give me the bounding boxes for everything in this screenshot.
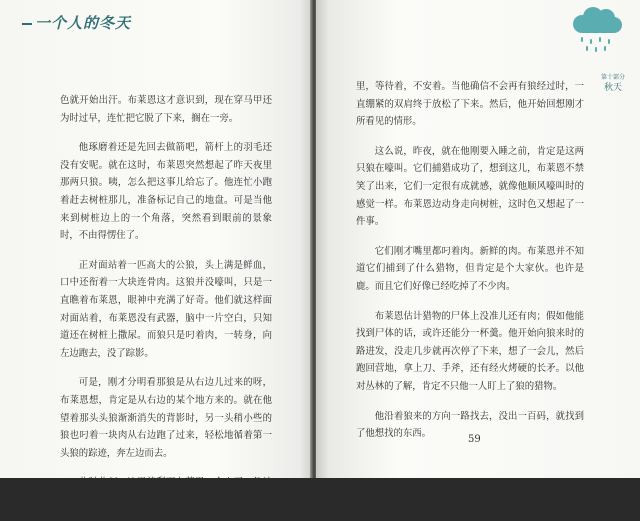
left-page (0, 0, 312, 506)
paragraph: 它们刚才嘴里都叼着肉。新鲜的肉。布莱恩并不知道它们捕到了什么猎物，但肯定是个大家伙。也许是鹿。而且它们好像已经吃掉了不少肉。 (356, 245, 584, 292)
section-label (598, 74, 628, 94)
page-number: 59 (468, 434, 481, 445)
section-part: 第十部分 (600, 74, 625, 81)
right-page-text (356, 78, 584, 455)
paragraph: 正对面站着一匹高大的公狼，头上满是鲜血，口中还衔着一大块连骨肉。这狼并没嚎叫，只是一直瞧着布莱恩，眼神中充满了好奇。他们就这样面对面站着，布莱恩没有武器，脑中一片空白，只知道还在树桩上撒尿。而狼只是叼着肉，一转身，向左边跑去，没了踪影。 (60, 259, 272, 359)
section-name: 秋天 (603, 83, 622, 93)
left-page-text (60, 92, 272, 521)
book-title-text: 一个人的冬天 (35, 14, 132, 32)
paragraph: 此时此刻，这里就剩下布莱恩一个人了。他站在那 (60, 477, 272, 506)
paragraph: 里，等待着，不安着。当他确信不会再有狼经过时，一直绷紧的双肩终于放松了下来。然后，他开始回想刚才所看见的情形。 (356, 81, 584, 128)
paragraph: 可是，刚才分明看那狼是从右边儿过来的呀，布莱恩想，肯定是从右边的某个地方来的。就在他望着那头头狼渐渐消失的背影时，另一头稍小些的狼也叼着一块肉从右边跑了过来，轻松地循着第一头狼的踪迹，奔左边而去。 (60, 377, 272, 459)
paragraph: 这么说，昨夜，就在他刚要入睡之前，肯定是这两只狼在嚎叫。它们捕猎成功了，想到这儿，布莱恩不禁笑了出来，它们一定很有成就感，就像他顺风嚎叫时的感觉一样。布莱恩边动身走向树桩，这时色又想起了一件事。 (356, 145, 584, 228)
title-dash (22, 23, 32, 25)
paragraph: 他沿着狼来的方向一路找去，没出一百码，就找到了他想找的东西。 (356, 410, 584, 440)
paragraph: 色就开始出汗。布莱恩这才意识到，现在穿马甲还为时过早，连忙把它脱了下来，搁在一旁。 (60, 95, 272, 124)
paragraph: 他琢磨着还是先回去做箭吧，箭杆上的羽毛还没有安呢。就在这时，布莱恩突然想起了昨天夜里那两只狼。咦，怎么把这事儿给忘了。他连忙小跑着赶去树桩那儿，准备标记自己的地盘。可是当他来到树桩边上的一个角落，突然看到眼前的景象时，不由得愣住了。 (60, 142, 272, 242)
book-title (22, 12, 131, 33)
paragraph: 布莱恩估计猎物的尸体上没准儿还有肉；假如他能找到尸体的话，或许还能分一杯羹。他开始向狼来时的路进发，没走几步就再次停了下来，想了一会儿，然后跑回营地，拿上刀、手斧，还有经火烤硬的长矛。以他对丛林的了解，肯定不只他一人盯上了狼的猎物。 (356, 310, 584, 392)
rain-cloud-icon (568, 6, 626, 54)
